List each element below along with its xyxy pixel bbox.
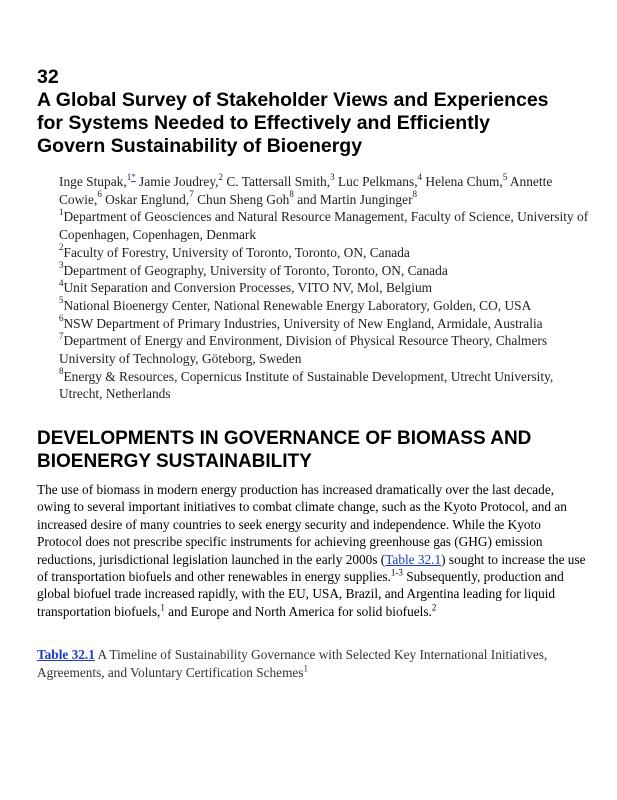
- chapter-title-line-2: for Systems Needed to Effectively and Efficiently: [37, 112, 490, 134]
- affiliation: [59, 297, 589, 315]
- affiliation-sup: 2: [59, 242, 64, 253]
- affiliation: [59, 332, 589, 367]
- body-paragraph: [37, 481, 587, 620]
- author-list: [59, 173, 589, 208]
- citation-ref: 1: [303, 663, 308, 674]
- author-affil-sup: 2: [218, 171, 224, 182]
- affiliation: [59, 262, 589, 280]
- affiliation: [59, 315, 589, 333]
- affiliation-text: Department of Energy and Environment, Division of Physical Resource Theory, Chalmers University of Technology, Göteborg, Sweden: [59, 333, 548, 367]
- affiliation: [59, 208, 589, 243]
- affiliation-text: Department of Geosciences and Natural Resource Management, Faculty of Science, University of Copenhagen, Copenhagen, Denmark: [59, 209, 589, 243]
- table-link[interactable]: Table 32.1: [385, 551, 442, 567]
- affiliation: [59, 244, 589, 262]
- affiliation-sup: 5: [59, 295, 64, 306]
- affiliation-text: Faculty of Forestry, University of Toronto, Toronto, ON, Canada: [63, 244, 410, 260]
- author-name: Chun Sheng Goh: [197, 191, 290, 207]
- author-affil-sup: 4: [417, 171, 423, 182]
- affiliation-sup: 1: [59, 206, 64, 217]
- affiliation: [59, 279, 589, 297]
- author-name: C. Tattersall Smith,: [226, 174, 331, 189]
- affiliation-text: NSW Department of Primary Industries, University of New England, Armidale, Australia: [63, 315, 543, 331]
- citation-ref: 1-3: [390, 567, 403, 578]
- author-affil-sup: 1: [126, 171, 132, 182]
- chapter-number: 32: [37, 66, 59, 88]
- citation-ref: 2: [431, 602, 437, 613]
- chapter-heading: [37, 66, 597, 158]
- section-heading-line-1: DEVELOPMENTS IN GOVERNANCE OF BIOMASS AND: [37, 428, 532, 449]
- author-name: Martin Junginger: [319, 191, 413, 207]
- author-name: Oskar Englund,: [105, 191, 190, 207]
- affiliation-sup: 3: [59, 260, 64, 271]
- affiliation-sup: 6: [59, 313, 64, 324]
- affiliation-sup: 4: [59, 277, 64, 288]
- author-affil-sup: 7: [189, 189, 194, 200]
- chapter-title-line-3: Govern Sustainability of Bioenergy: [37, 135, 363, 157]
- section-heading-line-2: BIOENERGY SUSTAINABILITY: [37, 451, 312, 472]
- affiliation: [59, 368, 589, 403]
- author-affil-sup: 6: [97, 189, 102, 200]
- chapter-title-line-1: A Global Survey of Stakeholder Views and Experiences: [37, 89, 549, 111]
- affiliation-text: Unit Separation and Conversion Processes, VITO NV, Mol, Belgium: [63, 280, 433, 296]
- author-name: Inge Stupak,: [59, 174, 127, 189]
- affiliation-text: National Bioenergy Center, National Renewable Energy Laboratory, Golden, CO, USA: [63, 297, 532, 313]
- author-block: [59, 173, 589, 403]
- author-name: Jamie Joudrey,: [139, 174, 219, 189]
- paragraph-text: ) sought to increase the use of transportation biofuels and other renewables in energy supplies.: [37, 551, 586, 585]
- author-affil-sup: 3: [330, 171, 335, 182]
- author-affil-sup: 8: [289, 189, 294, 200]
- table-caption-label[interactable]: Table 32.1: [37, 647, 95, 662]
- author-name: Luc Pelkmans,: [337, 174, 418, 189]
- paragraph-text: Subsequently, production and global biofuel trade increased rapidly, with the EU, USA, Brazil, and Argentina leading for liquid transportation biofuels,: [37, 569, 564, 619]
- paragraph-text: The use of biomass in modern energy production has increased dramatically over the last decade, owing to several important initiatives to combat climate change, such as the Kyoto Protocol, and an increased desire of many countries to seek energy security and independence. While the Kyoto Protocol does not prescribe specific instruments for achieving greenhouse gas (GHG) emission reductions, jurisdictional legislation launched in the early 2000s (: [37, 482, 567, 567]
- affiliation-sup: 8: [59, 366, 64, 377]
- affiliation-text: Energy & Resources, Copernicus Institute of Sustainable Development, Utrecht University, Utrecht, Netherlands: [59, 368, 554, 402]
- citation-ref: 1: [160, 602, 165, 613]
- corresponding-author-link[interactable]: *: [131, 171, 136, 182]
- affiliation-text: Department of Geography, University of Toronto, Toronto, ON, Canada: [63, 262, 448, 278]
- paragraph-text: and Europe and North America for solid biofuels.: [164, 603, 432, 619]
- author-conjunction: and: [297, 191, 317, 207]
- author-name: Helena Chum,: [425, 174, 503, 189]
- table-caption: [37, 646, 587, 681]
- section-heading: [37, 427, 597, 473]
- affiliation-sup: 7: [59, 330, 64, 341]
- table-caption-text: A Timeline of Sustainability Governance with Selected Key International Initiatives, Agreements, and Voluntary Certification Schemes: [37, 647, 548, 680]
- author-affil-sup: 5: [502, 171, 508, 182]
- author-affil-sup: 8: [412, 189, 418, 200]
- author-name: Annette Cowie,: [59, 174, 553, 207]
